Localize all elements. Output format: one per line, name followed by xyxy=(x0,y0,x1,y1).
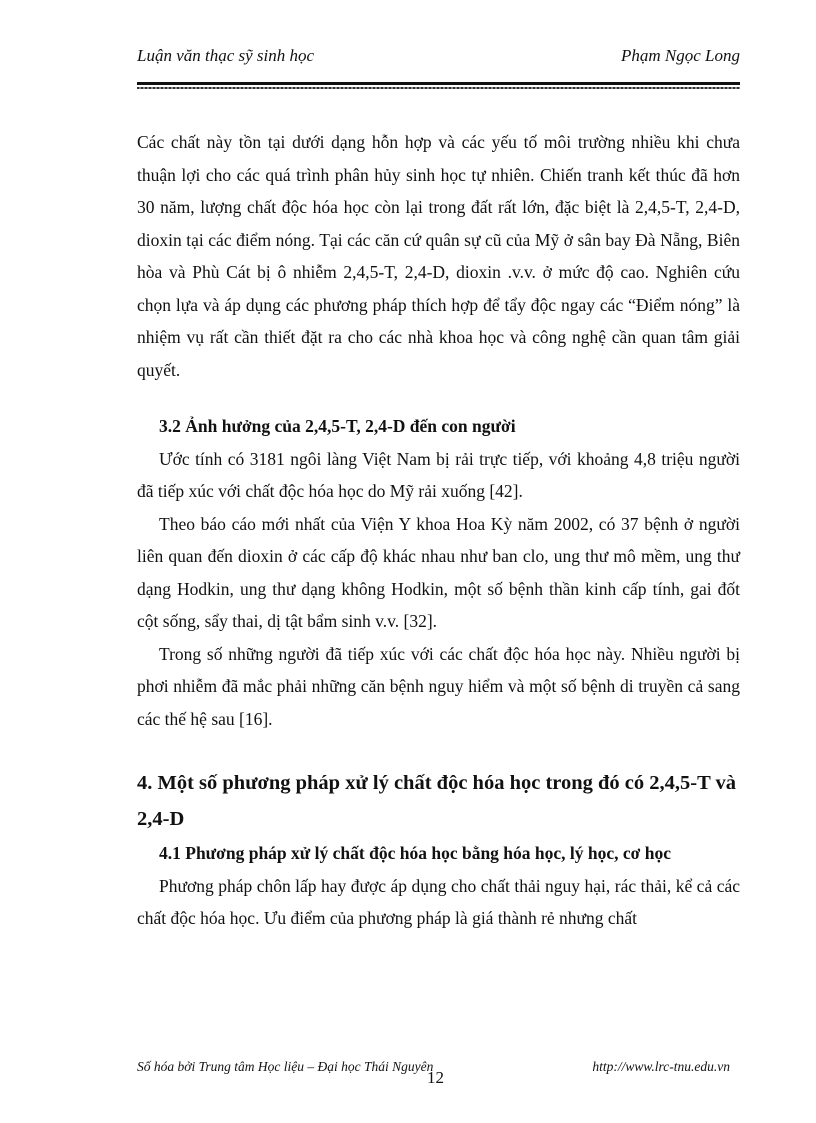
section-heading-4-1: 4.1 Phương pháp xử lý chất độc hóa học bằng hóa học, lý học, cơ học xyxy=(159,843,671,863)
footer-url: http://www.lrc-tnu.edu.vn xyxy=(592,1059,730,1074)
header-thesis-title: Luận văn thạc sỹ sinh học xyxy=(137,46,315,65)
paragraph-diseases: Theo báo cáo mới nhất của Viện Y khoa Hoa Kỳ năm 2002, có 37 bệnh ở người liên quan đến dioxin ở các cấp độ khác nhau như ban clo, ung thư mô mềm, ung thư dạng Hodkin, ung thư dạng không Hodkin, một số bệnh thần kinh cấp tính, gai đốt cột sống, sẩy thai, dị tật bẩm sinh v.v. [32]. xyxy=(137,513,740,631)
header-rule-secondary xyxy=(137,87,740,89)
paragraph-exposure: Trong số những người đã tiếp xúc với các chất độc hóa học này. Nhiều người bị phơi nhiễm đã mắc phải những căn bệnh nguy hiểm và một số bệnh di truyền cả sang các thế hệ sau [16]. xyxy=(137,643,740,729)
footer-source: Số hóa bởi Trung tâm Học liệu – Đại học Thái Nguyên xyxy=(137,1059,434,1074)
paragraph-hotspots: Các chất này tồn tại dưới dạng hỗn hợp và các yếu tố môi trường nhiều khi chưa thuận lợi cho các quá trình phân hủy sinh học tự nhiên. Chiến tranh kết thúc đã hơn 30 năm, lượng chất độc hóa học còn lại trong đất rất lớn, đặc biệt là 2,4,5-T, 2,4-D, dioxin tại các điểm nóng. Tại các căn cứ quân sự cũ của Mỹ ở sân bay Đà Nẵng, Biên hòa và Phù Cát bị ô nhiễm 2,4,5-T, 2,4-D, dioxin .v.v. ở mức độ cao. Nghiên cứu chọn lựa và áp dụng các phương pháp thích hợp để tẩy độc ngay các “Điểm nóng” là nhiệm vụ rất cần thiết đặt ra cho các nhà khoa học và công nghệ cần quan tâm giải quyết. xyxy=(137,132,740,380)
header-rule xyxy=(137,82,740,85)
section-heading-3-2: 3.2 Ảnh hưởng của 2,4,5-T, 2,4-D đến con người xyxy=(159,416,516,436)
section-heading-4: 4. Một số phương pháp xử lý chất độc hóa học trong đó có 2,4,5-T và 2,4-D xyxy=(137,772,737,830)
paragraph-landfill: Phương pháp chôn lấp hay được áp dụng cho chất thải nguy hại, rác thải, kể cả các chất độc hóa học. Ưu điểm của phương pháp là giá thành rẻ nhưng chất xyxy=(137,875,740,928)
page-footer xyxy=(137,1059,740,1099)
page-body xyxy=(137,126,740,935)
paragraph-villages: Ước tính có 3181 ngôi làng Việt Nam bị rải trực tiếp, với khoảng 4,8 triệu người đã tiếp xúc với chất độc hóa học do Mỹ rải xuống [42]. xyxy=(137,448,740,501)
page-header xyxy=(137,46,740,70)
page-number: 12 xyxy=(427,1068,444,1087)
header-author: Phạm Ngọc Long xyxy=(621,46,740,65)
